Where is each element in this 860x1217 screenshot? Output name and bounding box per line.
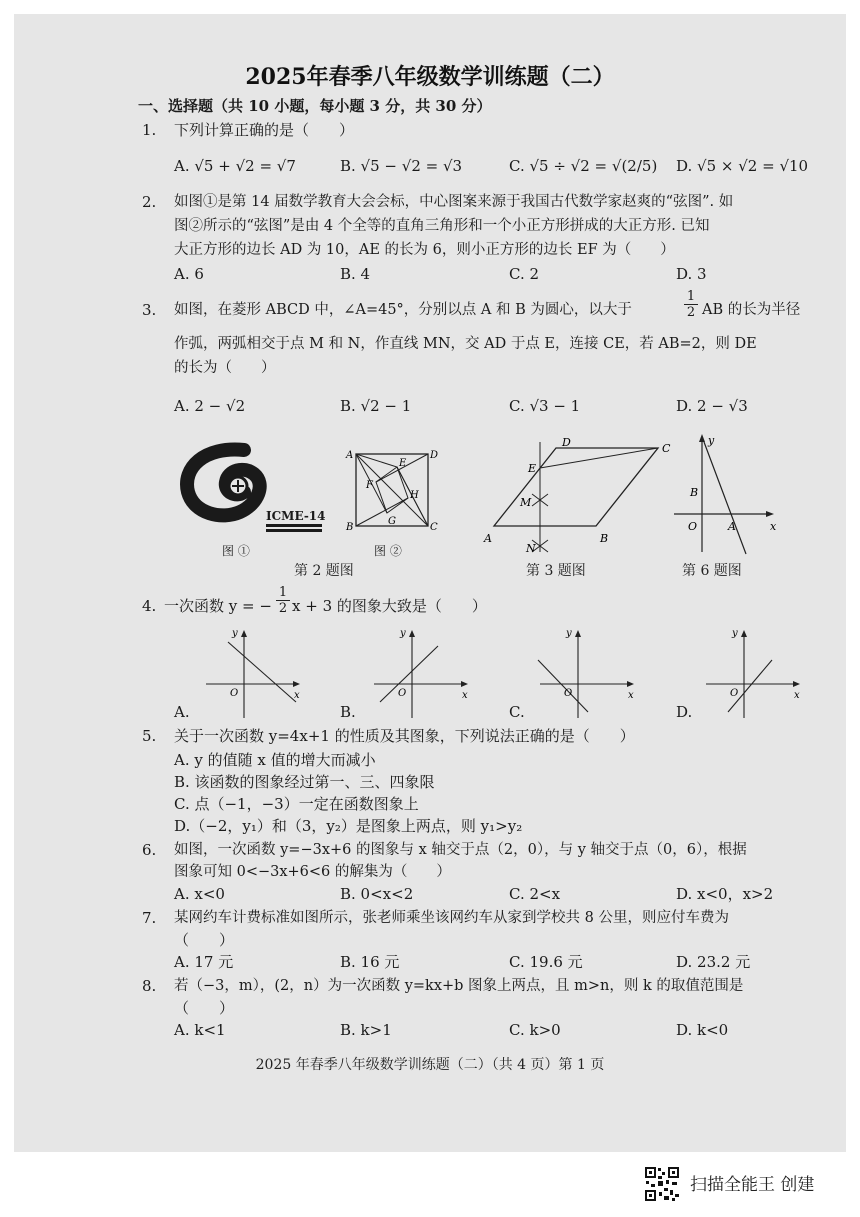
label-E: E [399,458,407,469]
q2-number: 2. [142,193,157,211]
exam-page [14,14,846,1152]
q4-option-b: B. [340,703,356,721]
string-figure-square [342,446,438,542]
q2-line1: 如图①是第 14 届数学教育大会会标，中心图案来源于我国古代数学家赵爽的“弦图”. 如 [174,194,734,210]
svg-text:y: y [232,628,238,639]
q8-line2: （ ） [174,999,235,1017]
scanner-text: 扫描全能王 创建 [690,1175,815,1195]
axis-x-label: x [770,520,777,533]
q4-graph-d [700,626,804,722]
svg-text:x: x [462,690,468,701]
svg-text:O: O [564,688,573,699]
q6-option-b: B. 0<x<2 [340,885,414,903]
q6-figure-caption: 第 6 题图 [682,563,742,579]
q1-option-d: D. √5 × √2 = √10 [676,157,809,175]
logo-swirl-icon [187,450,260,516]
fig1-caption: 图 ① [222,544,250,558]
q1-option-b: B. √5 − √2 = √3 [340,157,463,175]
section-heading: 一、选择题（共 10 小题，每小题 3 分，共 30 分） [138,97,492,115]
q4-graph-a [200,626,304,722]
q3-option-a: A. 2 − √2 [174,397,246,415]
page-footer: 2025 年春季八年级数学训练题（二）（共 4 页）第 1 页 [255,1057,605,1073]
label-M: M [520,496,532,509]
label-C: C [430,522,438,533]
q3-line1b: AB 的长为半径 [702,302,801,318]
q4-option-a: A. [174,703,190,721]
label-F: F [366,480,373,491]
q6-line2: 图象可知 0<−3x+6<6 的解集为（ ） [174,864,451,880]
q2-option-c: C. 2 [509,265,540,283]
label-B: B [346,522,354,533]
label-N: N [526,542,536,554]
svg-text:x: x [794,690,800,701]
svg-text:x: x [628,690,634,701]
q3-option-c: C. √3 − 1 [509,397,581,415]
q8-option-b: B. k>1 [340,1021,392,1039]
q1-option-a: A. √5 + √2 = √7 [174,157,296,175]
svg-text:x: x [294,690,300,701]
q7-option-b: B. 16 元 [340,953,400,971]
q6-option-c: C. 2<x [509,885,561,903]
label-C: C [662,442,671,455]
label-D: D [562,436,571,449]
axis-y-label: y [708,434,715,447]
label-A: A [484,532,492,545]
q6-line1: 如图，一次函数 y=−3x+6 的图象与 x 轴交于点（2，0），与 y 轴交于点（0，6），根据 [174,842,747,858]
q4-frac-den: 2 [278,601,288,616]
label-E: E [528,462,537,475]
q6-option-a: A. x<0 [174,885,225,903]
svg-text:O: O [730,688,739,699]
q8-option-c: C. k>0 [509,1021,561,1039]
q8-number: 8. [142,977,157,995]
icme-logo-figure [174,440,334,540]
point-b-label: B [690,486,699,499]
scanner-watermark [644,1166,844,1200]
q3-line3: 的长为（ ） [174,360,276,376]
q5-number: 5. [142,727,157,745]
q3-figure-caption: 第 3 题图 [526,563,586,579]
q5-option-d: D.（−2，y₁）和（3，y₂）是图象上两点，则 y₁>y₂ [174,817,523,835]
q3-line2: 作弧，两弧相交于点 M 和 N，作直线 MN，交 AD 于点 E，连接 CE，若 AB=2，则 DE [174,336,757,352]
point-a-label: A [728,520,736,533]
q3-number: 3. [142,301,157,319]
q6-graph-figure [668,432,780,556]
q2-option-a: A. 6 [174,265,204,283]
q4-number: 4. [142,597,157,615]
q2-option-b: B. 4 [340,265,371,283]
q6-number: 6. [142,841,157,859]
q4-graph-c [534,626,638,722]
q2-line2: 图②所示的“弦图”是由 4 个全等的直角三角形和一个小正方形拼成的大正方形. 已知 [174,218,710,234]
q7-option-c: C. 19.6 元 [509,953,583,971]
q3-option-b: B. √2 − 1 [340,397,412,415]
q5-option-a: A. y 的值随 x 值的增大而减小 [174,751,376,769]
q5-option-c: C. 点（−1，−3）一定在函数图象上 [174,795,419,813]
q7-option-a: A. 17 元 [174,953,234,971]
q8-option-a: A. k<1 [174,1021,226,1039]
q1-option-c: C. √5 ÷ √2 = √(2/5) [509,157,658,175]
q8-line1: 若（−3，m），(2，n）为一次函数 y=kx+b 图象上两点，且 m>n，则 k 的取值范围是 [174,978,744,994]
q4-frac-num: 1 [276,586,290,601]
svg-text:y: y [566,628,572,639]
q7-line1: 某网约车计费标准如图所示，张老师乘坐该网约车从家到学校共 8 公里，则应付车费为 [174,910,729,926]
svg-text:y: y [732,628,738,639]
label-D: D [430,450,438,461]
function-line [704,442,746,554]
origin-label: O [688,520,698,533]
q1-number: 1. [142,121,157,139]
q5-option-b: B. 该函数的图象经过第一、三、四象限 [174,773,435,791]
logo-text: ICME-14 [266,509,326,523]
q4-text-a: 一次函数 y = − [164,597,272,615]
q6-option-d: D. x<0，x>2 [676,885,774,903]
svg-text:O: O [398,688,407,699]
label-H: H [410,490,419,501]
svg-text:y: y [400,628,406,639]
q4-text-b: x + 3 的图象大致是（ ） [292,597,487,615]
q3-line1a: 如图，在菱形 ABCD 中，∠A=45°，分别以点 A 和 B 为圆心，以大于 [174,302,632,318]
q4-option-d: D. [676,703,693,721]
q5-stem: 关于一次函数 y=4x+1 的性质及其图象，下列说法正确的是（ ） [174,727,635,745]
q3-frac-den: 2 [686,305,696,320]
q4-graph-b [368,626,472,722]
qr-code-icon [644,1166,680,1202]
q2-line3: 大正方形的边长 AD 为 10，AE 的长为 6，则小正方形的边长 EF 为（ ） [174,242,675,258]
q3-frac-num: 1 [684,290,698,305]
rhombus-abcd [494,448,658,526]
label-B: B [600,532,609,545]
page-title: 2025年春季八年级数学训练题（二） [245,64,615,90]
q7-number: 7. [142,909,157,927]
q8-option-d: D. k<0 [676,1021,729,1039]
q7-option-d: D. 23.2 元 [676,953,751,971]
q4-option-c: C. [509,703,525,721]
fig2-caption: 图 ② [374,544,402,558]
q1-stem: 下列计算正确的是（ ） [174,121,355,139]
q7-line2: （ ） [174,931,235,949]
q2-option-d: D. 3 [676,265,707,283]
segment-ce [540,448,658,468]
q2-figure-caption: 第 2 题图 [294,563,354,579]
label-A: A [346,450,354,461]
rhombus-figure [480,434,680,554]
svg-text:O: O [230,688,239,699]
label-G: G [388,516,396,527]
q3-option-d: D. 2 − √3 [676,397,748,415]
